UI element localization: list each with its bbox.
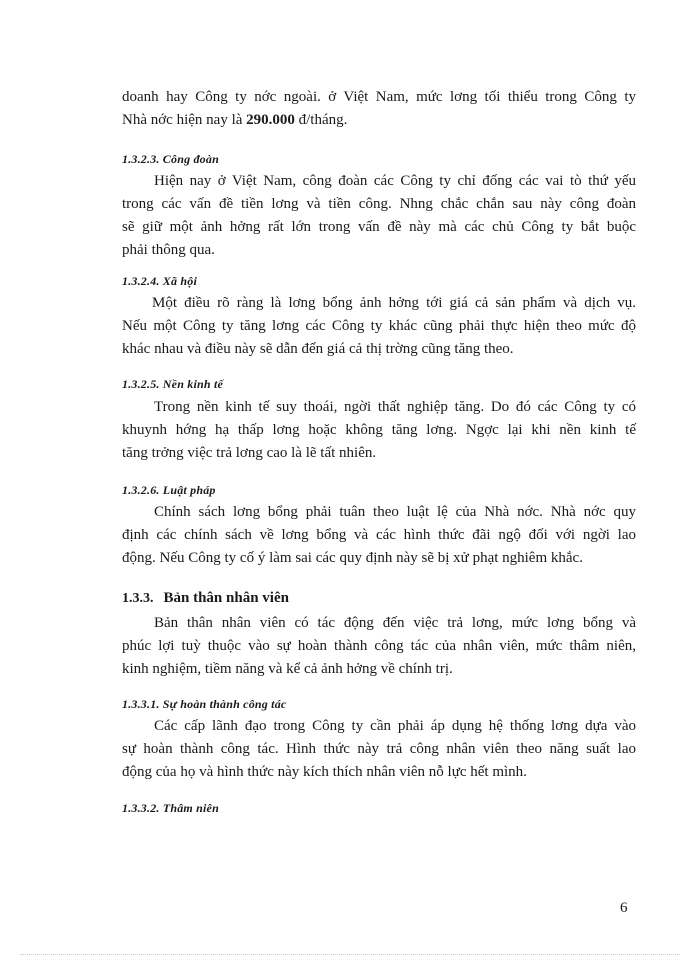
section-heading-1-3-2-4: 1.3.2.4. Xã hội — [122, 274, 198, 288]
text-line: Các cấp lãnh đạo trong Công ty cần phải áp dụng hệ thống lơng dựa vào — [154, 718, 636, 734]
section-number: 1.3.3. — [122, 591, 154, 606]
text-line: Trong nền kinh tế suy thoái, ngời thất nghiệp tăng. Do đó các Công ty có — [154, 399, 636, 415]
page-number: 6 — [620, 900, 628, 916]
section-heading-1-3-2-5: 1.3.2.5. Nền kinh tế — [122, 377, 224, 391]
text-line: sự hoàn thành công tác. Hình thức này trả công nhân viên theo năng suất lao — [122, 741, 636, 757]
text-line: Bản thân nhân viên có tác động đến việc trả lơng, mức lơng bổng và — [154, 615, 636, 631]
text-line: sẽ giữ một ảnh hởng rất lớn trong vấn đề này mà các chủ Công ty bắt buộc — [122, 219, 636, 235]
text-line: động của họ và hình thức này kích thích nhân viên nỗ lực hết mình. — [122, 764, 527, 780]
text-line — [122, 109, 636, 132]
text-line: phúc lợi tuỳ thuộc vào sự hoàn thành công tác của nhân viên, mức thâm niên, — [122, 638, 636, 654]
text-line: trong các vấn đề tiền lơng và tiền công. Nhng chắc chắn sau này công đoàn — [122, 196, 636, 212]
minimum-wage-value: 290.000 — [246, 112, 295, 128]
section-heading-1-3-3-2: 1.3.3.2. Thâm niên — [122, 801, 219, 815]
text-line: khác nhau và điều này sẽ dẫn đến giá cả thị trờng cũng tăng theo. — [122, 341, 514, 357]
section-heading-1-3-2-3: 1.3.2.3. Công đoàn — [122, 152, 219, 166]
section-body-1-3-3-1 — [122, 715, 636, 784]
text-line: Nếu một Công ty tăng lơng các Công ty khác cũng phải thực hiện theo mức độ — [122, 318, 636, 334]
section-heading-1-3-3 — [122, 590, 289, 607]
text-span: Nhà nớc hiện nay là — [122, 112, 247, 128]
section-body-1-3-2-5 — [122, 396, 636, 465]
text-line: Một điều rõ ràng là lơng bổng ảnh hởng tới giá cả sản phẩm và dịch vụ. — [152, 295, 636, 311]
section-body-1-3-2-6 — [122, 501, 636, 570]
text-line: phải thông qua. — [122, 242, 215, 258]
section-heading-1-3-3-1: 1.3.3.1. Sự hoàn thành công tác — [122, 697, 287, 711]
text-line: định các chính sách về lơng bổng và các hình thức đãi ngộ đối với ngời lao — [122, 527, 636, 543]
section-body-1-3-2-4 — [122, 292, 636, 361]
text-line: kinh nghiệm, tiềm năng và kể cả ảnh hởng về chính trị. — [122, 661, 453, 677]
text-span: đ/tháng. — [294, 112, 348, 128]
text-line: tăng trởng việc trả lơng cao là lẽ tất nhiên. — [122, 445, 377, 461]
text-line: khuynh hớng hạ thấp lơng hoặc không tăng lơng. Ngợc lại khi nền kinh tế — [122, 422, 636, 438]
intro-paragraph — [122, 86, 636, 132]
section-heading-1-3-2-6: 1.3.2.6. Luật pháp — [122, 483, 216, 497]
text-line: động. Nếu Công ty cố ý làm sai các quy định này sẽ bị xử phạt nghiêm khắc. — [122, 550, 583, 566]
text-line: Chính sách lơng bổng phải tuân theo luật lệ của Nhà nớc. Nhà nớc quy — [154, 504, 636, 520]
page-bottom-divider — [20, 954, 680, 955]
section-body-1-3-3 — [122, 612, 636, 681]
text-line: doanh hay Công ty nớc ngoài. ở Việt Nam, mức lơng tối thiểu trong Công ty — [122, 89, 636, 105]
section-title: Bản thân nhân viên — [163, 590, 289, 606]
text-line: Hiện nay ở Việt Nam, công đoàn các Công ty chỉ đống các vai tò thứ yếu — [154, 173, 636, 189]
section-body-1-3-2-3 — [122, 170, 636, 262]
